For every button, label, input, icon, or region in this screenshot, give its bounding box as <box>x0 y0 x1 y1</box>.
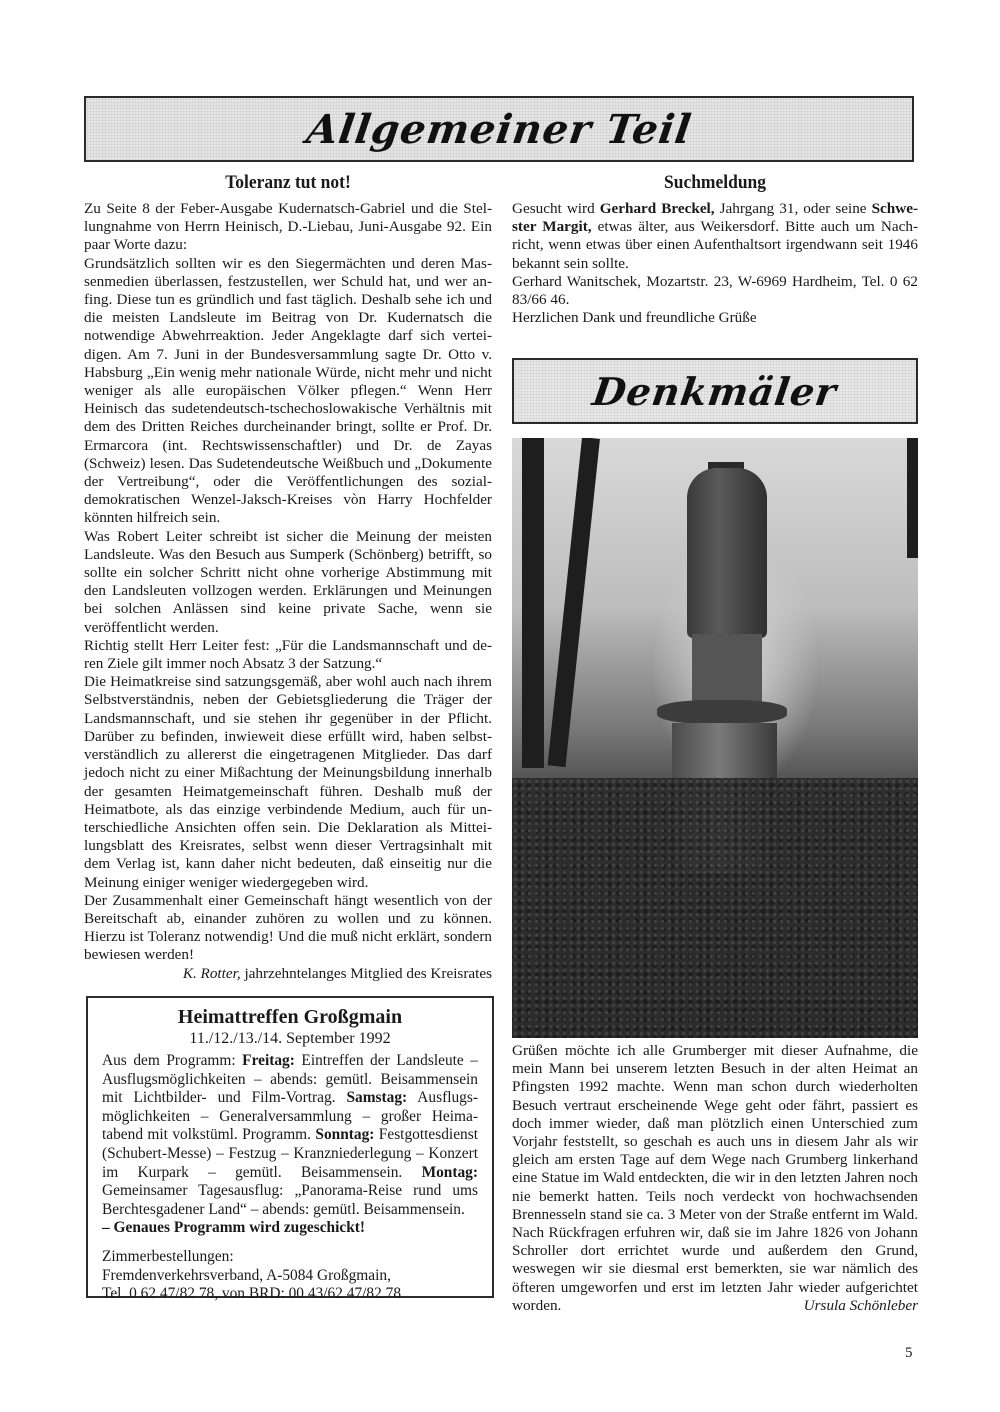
closing-greeting: Herzlichen Dank und freundliche Grüße <box>512 309 757 327</box>
program-closing: – Genaues Programm wird zugeschickt! <box>102 1219 366 1237</box>
day-text-samstag: Ausflugsmöglichkeiten – Generalversammlung – großer Heimatabend mit volkstüml. Programm. <box>102 1089 478 1144</box>
paragraph: Richtig stellt Herr Leiter fest: „Für die Landsmannschaft und deren Ziele gilt immer noch Absatz 3 der Satzung.“ <box>84 636 492 673</box>
article-headline: Suchmeldung <box>663 172 767 193</box>
missing-person-name: Gerhard Breckel, <box>599 200 715 217</box>
program-intro: Aus dem Programm: <box>102 1052 243 1069</box>
text: etwas älter, aus Weikersdorf. Bitte auch um Nachricht, wenn etwas über einen Aufenthaltsort irgendwann seit 1946 bekannt sein sollte. <box>512 218 918 272</box>
section-title: Allgemeiner Teil <box>303 105 695 153</box>
photo-caption <box>512 1042 918 1315</box>
paragraph: Der Zusammenhalt einer Gemeinschaft hängt wesentlich von der Bereitschaft ab, einander zuhören zu wollen und zu können. Hierzu ist Toleranz notwendig! Und die muß nicht erklärt, sondern bewiesen werden! <box>84 891 492 964</box>
paragraph: Die Heimatkreise sind satzungsgemäß, aber wohl auch nach ihrem Selbstverständnis, neben der Gebietsgliederung die Träger der Landsmannschaft, und sie stehen ihr gegenüber in der Pflicht. Darüber zu befinden, inwieweit diese erfüllt wird, haben selbstverständlich zu allererst die eingetragenen Mitglieder. Das darf jedoch nicht zu einer Mißachtung der Meinungsbildung innerhalb der gesamten Heimatgemeinschaft führen. Deshalb muß der Heimatbote, als das einzige verbindende Medium, auch für unterschiedliche Ansichten offen sein. Die Deklaration als Mitteilungsblatt des Kreisrates, selbst wenn dieser Vertragsinhalt mit dem Verlag ist, kann daher nicht bedeuten, daß einseitig nur die Meinung einiger weniger wiedergegeben wird. <box>84 673 492 891</box>
caption-text: Grüßen möchte ich alle Grumberger mit dieser Aufnahme, die mein Mann bei unserem letzten Besuch in der alten Heimat an Pfingsten 1992 machte. Wenn man schon durch wiederholten Besuch vertraut erscheinende Wege geht oder fährt, passiert es doch immer wieder, daß man plötzlich einen Unterschied zum Vorjahr feststellt, so geschah es auch uns in diesem Jahr als wir gleich am ersten Tage auf dem Wege nach Grumberg linkerhand eine Statue im Wald entdeckten, die wir in den letzten Jahren noch nie bemerkt hatten. Teils noch verdeckt von hochwachsenden Brennesseln stand sie ca. 3 Meter von der Straße entfernt im Wald. Nach Rückfragen erfuhren wir, daß sie im Jahre 1826 von Johann Schroller dort errichtet wurde und außerdem den Grund, weswegen wir sie diesmal erst bemerkten, sie war nämlich des öfteren umgeworfen und erst im letzten Jahr wieder aufgerichtet worden. <box>512 1042 918 1314</box>
announcement-dates: 11./12./13./14. September 1992 <box>189 1030 391 1047</box>
day-label-freitag: Freitag: <box>242 1052 295 1069</box>
author-name: K. Rotter, <box>182 964 241 982</box>
tree-trunk <box>907 438 918 558</box>
author-name: Ursula Schönleber <box>803 1296 918 1314</box>
day-label-montag: Montag: <box>421 1163 478 1181</box>
day-label-sonntag: Sonntag: <box>315 1126 375 1144</box>
section-banner-allgemeiner-teil <box>84 96 914 162</box>
section-title: Denkmäler <box>590 368 840 414</box>
room-booking-phone: Tel. 0 62 47/82 78, von BRD: 00 43/62 47/82 78 <box>102 1285 402 1303</box>
paragraph: Grundsätzlich sollten wir es den Siegermächten und deren Massenmedien überlassen, festzustellen, wer Schuld hat, und wer anfing. Diese tun es gründlich und fast täglich. Deshalb sehe ich und die meisten Landsleute im Beitrag von Dr. Kudernatsch die notwendige Abwehrreaktion. Jeder Angeklagte darf sich verteidigen. Am 7. Juni in der Bundesversammlung sagte Dr. Otto v. Habsburg „Ein wenig mehr nationale Würde, nicht mehr und nicht weniger als alle europäischen Völker pflegen.“ Wenn Herr Heinisch das sudetendeutsch-tschechoslowakische Verhältnis mit dem des Dritten Reiches durcheinander bringt, sollte er Prof. Dr. Ermarcora (int. Rechtswissenschaftler) und Dr. de Zayas (Schweiz) lesen. Das Sudetendeutsche Weißbuch und „Dokumente der Vertreibung“, oder die Veröffentlichungen des sozialdemokratischen Wenzel-Jaksch-Kreises vòn Harry Hochfelder könnten hilfreich sein. <box>84 254 492 527</box>
statue-figure <box>687 468 767 638</box>
day-label-samstag: Samstag: <box>346 1089 408 1107</box>
text: Gesucht wird <box>512 200 600 217</box>
paragraph: Zu Seite 8 der Feber-Ausgabe Kudernatsch-Gabriel und die Stellungnahme von Herrn Heinisch, D.-Liebau, Juni-Ausgabe 92. Ein paar Worte dazu: <box>84 200 492 254</box>
room-booking-address: Fremdenverkehrsverband, A-5084 Großgmain, <box>102 1266 391 1284</box>
announcement-title: Heimattreffen Großgmain <box>177 1006 403 1028</box>
room-booking <box>102 1248 478 1304</box>
announcement-box-heimattreffen <box>86 996 494 1303</box>
day-text-sonntag: Festgottesdienst (Schubert-Messe) – Festzug – Kranzniederlegung – Konzert im Kurpark – gemütl. Beisammensein. <box>102 1126 478 1181</box>
article-signature <box>84 965 492 983</box>
caption-author <box>512 1297 918 1315</box>
article-toleranz <box>84 172 492 983</box>
missing-person-name: Schwester Margit, <box>512 200 918 236</box>
article-headline: Toleranz tut not! <box>225 172 351 193</box>
contact-address: Gerhard Wanitschek, Mozartstr. 23, W-6969 Hardheim, Tel. 0 62 83/66 46. <box>512 272 918 309</box>
statue-photo <box>512 438 918 1038</box>
day-text-freitag: Eintreffen der Landsleute – Ausflugsmöglichkeiten – abends: gemütl. Beisammensein mit Lichtbilder- und Film-Vortrag. <box>102 1052 478 1107</box>
author-role: jahrzehntelanges Mitglied des Kreisrates <box>240 964 492 982</box>
tree-trunk <box>548 438 600 767</box>
day-text-montag: Gemeinsamer Tagesausflug: „Panorama-Reise rund ums Berchtesgadener Land“ – abends: gemütl. Beisammensein. <box>102 1182 478 1218</box>
section-banner-denkmaeler <box>512 358 918 424</box>
article-suchmeldung <box>512 172 918 327</box>
forest-undergrowth <box>512 778 918 1038</box>
paragraph <box>512 200 918 273</box>
statue-pedestal-top <box>692 634 762 704</box>
room-booking-label: Zimmerbestellungen: <box>102 1247 234 1265</box>
text: Jahrgang 31, oder seine <box>714 200 872 217</box>
tree-trunk <box>522 438 544 768</box>
statue-pedestal-ledge <box>657 700 787 724</box>
page-number: 5 <box>905 1345 913 1361</box>
program-text <box>102 1052 478 1238</box>
paragraph: Was Robert Leiter schreibt ist sicher die Meinung der meisten Landsleute. Was den Besuch aus Sumperk (Schönberg) betrifft, so sollte ein solcher Schritt nicht ohne vorherige Abstimmung mit den Landsleuten vollzogen werden. Erklärungen und Meinungen bei solchen Anlässen sind keine private Sache, wenn sie veröffentlicht werden. <box>84 527 492 636</box>
